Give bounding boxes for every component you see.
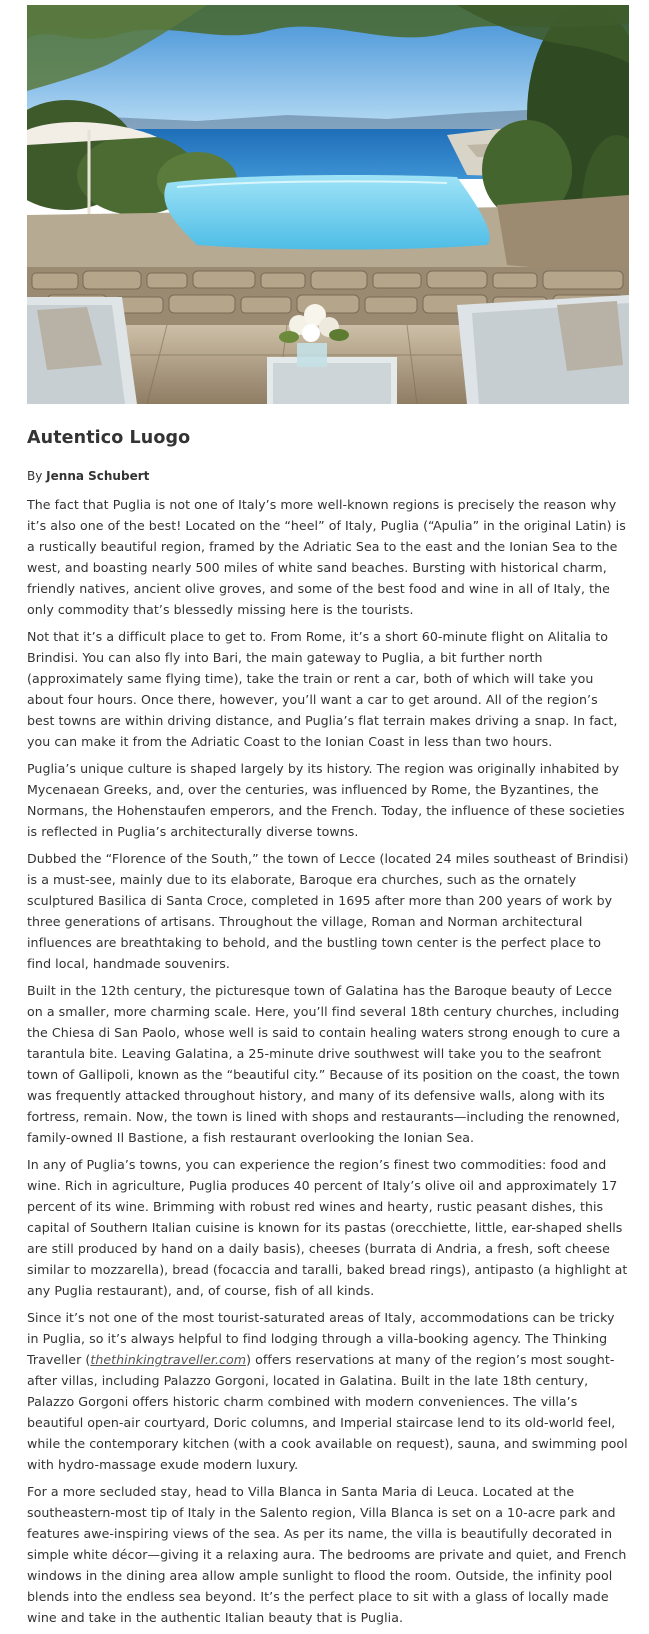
paragraph-lodging-after: ) offers reservations at many of the region’s most sought-after villas, including Palazzo Gorgoni, located in Galatina. Built in the late 18th century, Palazzo Gorgoni offers historic charm combined with modern conveniences. The villa’s beautiful open-air courtyard, Doric columns, and Imperial staircase lend to its old-world feel, while the contemporary kitchen (with a cook available on request), sauna, and swimming pool with hydro-massage exude modern luxury. [27,1352,628,1472]
paragraph-food-wine: In any of Puglia’s towns, you can experience the region’s finest two commodities: food and wine. Rich in agriculture, Puglia produces 40 percent of Italy’s olive oil and approximately 17 percent of its wine. Brimming with robust red wines and hearty, rustic peasant dishes, this capital of Southern Italian cuisine is known for its pastas (orecchiette, little, ear-shaped shells are still produced by hand on a daily basis), cheeses (burrata di Andria, a fresh, soft cheese similar to mozzarella), bread (focaccia and taralli, baked bread rings), antipasto (a highlight at any Puglia restaurant), and, of course, fish of all kinds. [27,1157,628,1298]
paragraph-history: Puglia’s unique culture is shaped largely by its history. The region was originally inhabited by Mycenaean Greeks, and, over the centuries, was influenced by Rome, the Byzantines, the Normans, the Hohenstaufen emperors, and the French. Today, the influence of these societies is reflected in Puglia’s architecturally diverse towns. [27,761,625,839]
paragraph-lodging-before: Since it’s not one of the most tourist-saturated areas of Italy, accommodations can be tricky in Puglia, so it’s always helpful to find lodging through a villa-booking agency. The Thinking Traveller ( [27,1310,615,1367]
byline-prefix: By [27,469,43,483]
paragraph-lodging [27,1307,629,1475]
paragraph-travel: Not that it’s a difficult place to get to. From Rome, it’s a short 60-minute flight on Alitalia to Brindisi. You can also fly into Bari, the main gateway to Puglia, a bit further north (approximately same flying time), take the train or rent a car, both of which will take you about four hours. Once there, however, you’ll want a car to get around. All of the region’s best towns are within driving distance, and Puglia’s flat terrain makes driving a snap. In fact, you can make it from the Adriatic Coast to the Ionian Coast in less than two hours. [27,629,618,749]
author-name: Jenna Schubert [46,469,150,483]
hero-photo [27,5,629,404]
paragraph-lecce: Dubbed the “Florence of the South,” the town of Lecce (located 24 miles southeast of Brindisi) is a must-see, mainly due to its elaborate, Baroque era churches, such as the ornately sculptured Basilica di Santa Croce, completed in 1695 after more than 200 years of work by three generations of artisans. Throughout the village, Roman and Norman architectural influences are breathtaking to behold, and the bustling town center is the perfect place to find local, handmade souvenirs. [27,851,629,971]
article-title: Autentico Luogo [27,428,191,448]
byline [27,468,629,484]
thinking-traveller-link[interactable]: thethinkingtraveller.com [90,1352,247,1367]
article [27,5,629,1634]
article-body [27,494,629,1628]
paragraph-villa-blanca: For a more secluded stay, head to Villa Blanca in Santa Maria di Leuca. Located at the southeastern-most tip of Italy in the Salento region, Villa Blanca is set on a 10-acre park and features awe-inspiring views of the sea. As per its name, the villa is beautifully decorated in simple white décor—giving it a relaxing aura. The bedrooms are private and quiet, and French windows in the dining area allow ample sunlight to flood the room. Outside, the infinity pool blends into the endless sea beyond. It’s the perfect place to sit with a glass of locally made wine and take in the authentic Italian beauty that is Puglia. [27,1484,627,1625]
paragraph-intro: The fact that Puglia is not one of Italy’s more well-known regions is precisely the reason why it’s also one of the best! Located on the “heel” of Italy, Puglia (“Apulia” in the original Latin) is a rustically beautiful region, framed by the Adriatic Sea to the east and the Ionian Sea to the west, and boasting nearly 500 miles of white sand beaches. Bursting with historical charm, friendly natives, ancient olive groves, and some of the best food and wine in all of Italy, the only commodity that’s blessedly missing here is the tourists. [27,497,626,617]
hero-photo-illustration [27,5,629,404]
paragraph-galatina: Built in the 12th century, the picturesque town of Galatina has the Baroque beauty of Lecce on a smaller, more charming scale. Here, you’ll find several 18th century churches, including the Chiesa di San Paolo, whose well is said to contain healing waters strong enough to cure a tarantula bite. Leaving Galatina, a 25-minute drive southwest will take you to the seafront town of Gallipoli, known as the “beautiful city.” Because of its position on the coast, the town was frequently attacked throughout history, and many of its defensive walls, along with its fortress, remain. Now, the town is lined with shops and restaurants—including the renowned, family-owned Il Bastione, a fish restaurant overlooking the Ionian Sea. [27,983,621,1145]
